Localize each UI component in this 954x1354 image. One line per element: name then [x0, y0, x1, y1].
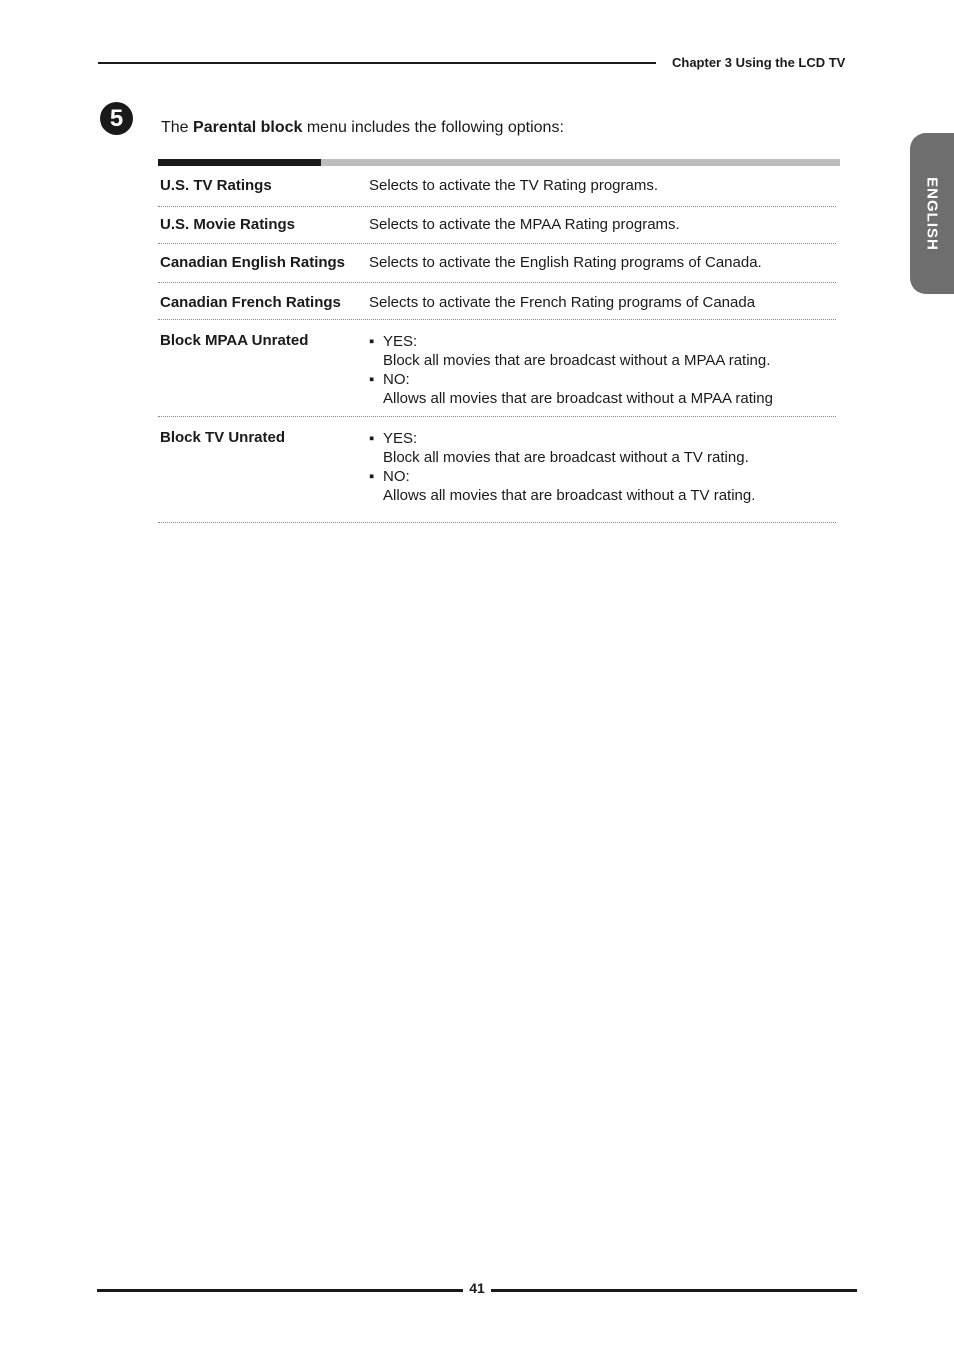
- language-tab: [910, 133, 954, 294]
- language-tab-label: ENGLISH: [923, 176, 941, 251]
- bullet-icon: ▪: [369, 333, 375, 350]
- bullet-icon: ▪: [369, 468, 375, 485]
- page-number: 41: [469, 1280, 485, 1296]
- choice-label: NO:: [383, 371, 410, 388]
- options-table: [158, 166, 836, 523]
- option-row: [158, 166, 836, 207]
- choice-text: Block all movies that are broadcast without a MPAA rating.: [383, 352, 771, 369]
- step-number-badge: 5: [100, 102, 133, 135]
- choice-label: YES:: [383, 333, 418, 350]
- choice-no: [369, 467, 755, 486]
- option-description: Selects to activate the English Rating programs of Canada.: [369, 254, 762, 271]
- intro-after: menu includes the following options:: [302, 119, 564, 136]
- option-row: [158, 417, 836, 523]
- table-header-bar-light: [321, 159, 840, 166]
- option-description: Selects to activate the TV Rating programs.: [369, 177, 659, 194]
- option-row: [158, 207, 836, 244]
- bullet-icon: ▪: [369, 371, 375, 388]
- option-row: [158, 320, 836, 417]
- option-row: [158, 244, 836, 283]
- option-term: U.S. Movie Ratings: [160, 216, 296, 233]
- chapter-title: Chapter 3 Using the LCD TV: [672, 55, 846, 70]
- table-header-bar-dark: [158, 159, 321, 166]
- bullet-icon: ▪: [369, 430, 375, 447]
- footer-rule-left: [97, 1289, 463, 1292]
- option-term: Block TV Unrated: [160, 429, 286, 446]
- option-choices: [369, 332, 773, 408]
- intro-bold: Parental block: [193, 119, 303, 136]
- option-term: Block MPAA Unrated: [160, 332, 309, 349]
- choice-no: [369, 370, 773, 389]
- choice-yes: [369, 429, 755, 448]
- intro-before: The: [161, 119, 194, 136]
- choice-label: NO:: [383, 468, 410, 485]
- option-term: Canadian English Ratings: [160, 254, 346, 271]
- footer-rule-right: [491, 1289, 857, 1292]
- option-row: [158, 283, 836, 320]
- option-description: Selects to activate the French Rating programs of Canada: [369, 294, 756, 311]
- choice-label: YES:: [383, 430, 418, 447]
- choice-yes: [369, 332, 773, 351]
- option-choices: [369, 429, 755, 505]
- intro-text: [161, 119, 564, 137]
- choice-text: Block all movies that are broadcast without a TV rating.: [383, 449, 749, 466]
- option-description: Selects to activate the MPAA Rating programs.: [369, 216, 680, 233]
- choice-text: Allows all movies that are broadcast without a TV rating.: [383, 487, 756, 504]
- choice-text: Allows all movies that are broadcast without a MPAA rating: [383, 390, 773, 407]
- option-term: U.S. TV Ratings: [160, 177, 272, 194]
- header-rule: [98, 62, 656, 64]
- option-term: Canadian French Ratings: [160, 294, 341, 311]
